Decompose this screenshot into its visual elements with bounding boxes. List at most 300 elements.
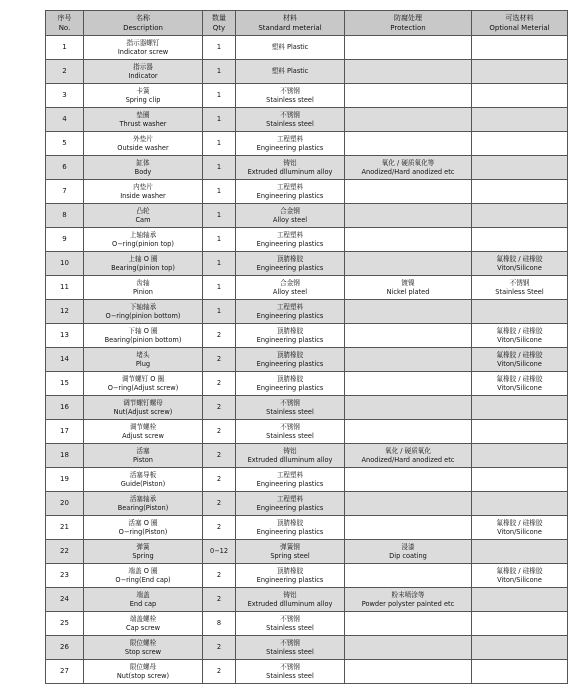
header-label-en: Qty xyxy=(212,24,226,32)
table-row xyxy=(46,36,568,60)
cell-material-text: 工程塑料 xyxy=(276,302,304,311)
cell-material-text: 合金钢 xyxy=(280,206,300,215)
cell-material-text: 工程塑料 xyxy=(276,494,304,503)
cell-material-text: Engineering plastics xyxy=(256,191,324,200)
cell-optional-material xyxy=(472,228,568,252)
cell-qty-text: 1 xyxy=(216,259,222,267)
cell-material-text: 不锈钢 xyxy=(280,662,300,671)
table-row xyxy=(46,468,568,492)
cell-optional-material xyxy=(472,588,568,612)
header-label-cn: 可选材料 xyxy=(505,14,534,22)
cell-qty xyxy=(203,324,236,348)
cell-protection xyxy=(345,420,472,444)
header-label-en: Description xyxy=(123,24,163,32)
cell-description-text: 齿轴 xyxy=(136,278,150,287)
cell-optional-material xyxy=(472,396,568,420)
cell-material-text: 顶腈橡胶 xyxy=(276,374,304,383)
cell-qty-text: 1 xyxy=(216,43,222,51)
cell-description-text: 垫圈 xyxy=(136,110,150,119)
cell-optional-material-text: 不锈钢 xyxy=(509,278,530,287)
cell-material-text: Engineering plastics xyxy=(256,239,324,248)
table-row xyxy=(46,252,568,276)
header-no xyxy=(46,11,84,36)
cell-no-text: 15 xyxy=(60,379,69,387)
cell-protection xyxy=(345,516,472,540)
cell-qty-text: 1 xyxy=(216,91,222,99)
cell-optional-material-text: 氟橡胶 / 硅橡胶 xyxy=(496,566,543,575)
cell-qty xyxy=(203,276,236,300)
table-row xyxy=(46,300,568,324)
cell-description xyxy=(84,516,203,540)
cell-no xyxy=(46,540,84,564)
table-row xyxy=(46,84,568,108)
cell-optional-material xyxy=(472,564,568,588)
cell-optional-material-text: Viton/Silicone xyxy=(497,335,542,344)
cell-description-text: 端盖螺栓 xyxy=(129,614,157,623)
cell-no xyxy=(46,396,84,420)
cell-description-text: Bearing(pinion top) xyxy=(111,263,175,272)
cell-optional-material-text: Viton/Silicone xyxy=(497,359,542,368)
header-optional-material xyxy=(472,11,568,36)
cell-material xyxy=(236,420,345,444)
cell-material-text: 不锈钢 xyxy=(280,614,300,623)
cell-no-text: 13 xyxy=(60,331,69,339)
cell-protection xyxy=(345,372,472,396)
cell-material xyxy=(236,204,345,228)
cell-protection xyxy=(345,636,472,660)
cell-description-text: O−ring(End cap) xyxy=(115,575,171,584)
cell-optional-material-text: 氟橡胶 / 硅橡胶 xyxy=(496,518,543,527)
cell-qty xyxy=(203,588,236,612)
cell-optional-material xyxy=(472,156,568,180)
cell-description-text: 上轴轴承 xyxy=(129,230,157,239)
cell-description-text: 外垫片 xyxy=(133,134,153,143)
cell-description xyxy=(84,108,203,132)
cell-description-text: Cam xyxy=(135,215,151,224)
cell-material-text: Stainless steel xyxy=(266,119,314,128)
cell-qty xyxy=(203,180,236,204)
cell-no xyxy=(46,612,84,636)
table-row xyxy=(46,396,568,420)
cell-material-text: Engineering plastics xyxy=(256,383,324,392)
cell-qty-text: 2 xyxy=(216,451,222,459)
cell-description-text: Body xyxy=(134,167,152,176)
header-label-cn: 材料 xyxy=(283,14,297,22)
cell-description-text: Thrust washer xyxy=(119,119,167,128)
cell-material-text: Alloy steel xyxy=(272,287,308,296)
cell-qty-text: 1 xyxy=(216,283,222,291)
table-body xyxy=(46,36,568,684)
cell-protection xyxy=(345,156,472,180)
cell-no-text: 8 xyxy=(62,211,67,219)
cell-no-text: 27 xyxy=(60,667,69,675)
cell-description xyxy=(84,84,203,108)
cell-material xyxy=(236,444,345,468)
cell-qty-text: 1 xyxy=(216,163,222,171)
cell-description-text: Spring xyxy=(132,551,154,560)
cell-no-text: 20 xyxy=(60,499,69,507)
cell-material xyxy=(236,36,345,60)
cell-optional-material xyxy=(472,252,568,276)
header-label-en: No. xyxy=(58,24,71,32)
cell-optional-material xyxy=(472,108,568,132)
cell-qty xyxy=(203,108,236,132)
cell-description-text: Inside washer xyxy=(120,191,166,200)
cell-qty xyxy=(203,564,236,588)
cell-description-text: Indicator screw xyxy=(117,47,169,56)
cell-protection-text: 氧化 / 硬质氧化 xyxy=(385,446,431,455)
cell-material xyxy=(236,180,345,204)
cell-no-text: 24 xyxy=(60,595,69,603)
cell-material-text: Extruded dlluminum alloy xyxy=(247,167,333,176)
cell-description xyxy=(84,396,203,420)
cell-description-text: 指示器 xyxy=(133,62,153,71)
cell-no-text: 25 xyxy=(60,619,69,627)
cell-protection xyxy=(345,660,472,684)
cell-material xyxy=(236,636,345,660)
cell-optional-material xyxy=(472,516,568,540)
cell-qty-text: 2 xyxy=(216,331,222,339)
cell-material-text: 铸铝 xyxy=(283,446,297,455)
cell-no xyxy=(46,228,84,252)
cell-optional-material xyxy=(472,276,568,300)
cell-description xyxy=(84,180,203,204)
cell-material-text: 工程塑料 xyxy=(276,182,304,191)
cell-no xyxy=(46,276,84,300)
cell-material-text: 工程塑料 xyxy=(276,470,304,479)
cell-description-text: Outside washer xyxy=(117,143,169,152)
cell-optional-material xyxy=(472,348,568,372)
cell-optional-material-text: 氟橡胶 / 硅橡胶 xyxy=(496,374,543,383)
cell-description xyxy=(84,276,203,300)
cell-qty-text: 2 xyxy=(216,523,222,531)
cell-protection-text: Anodized/Hard anodized etc xyxy=(361,167,455,176)
cell-qty-text: 1 xyxy=(216,139,222,147)
cell-qty-text: 1 xyxy=(216,115,222,123)
cell-protection xyxy=(345,540,472,564)
cell-protection-text: Anodized/Hard anodized etc xyxy=(361,455,455,464)
cell-material-text: 塑料 Plastic xyxy=(271,67,309,75)
cell-description-text: Cap screw xyxy=(125,623,160,632)
cell-protection-text: 氧化 / 硬质氧化等 xyxy=(381,158,435,167)
cell-description-text: 内垫片 xyxy=(133,182,153,191)
cell-qty-text: 1 xyxy=(216,67,222,75)
header-label-cn: 防腐处理 xyxy=(394,14,422,22)
cell-material xyxy=(236,60,345,84)
header-label-cn: 序号 xyxy=(57,14,72,22)
table-row xyxy=(46,588,568,612)
cell-material-text: 铸铝 xyxy=(283,590,297,599)
cell-no-text: 26 xyxy=(60,643,69,651)
cell-material-text: 不锈钢 xyxy=(280,638,300,647)
cell-no-text: 14 xyxy=(60,355,69,363)
cell-description-text: 弹簧 xyxy=(136,542,150,551)
cell-qty xyxy=(203,300,236,324)
table-row xyxy=(46,372,568,396)
cell-material xyxy=(236,564,345,588)
cell-material xyxy=(236,588,345,612)
cell-material xyxy=(236,348,345,372)
cell-description xyxy=(84,564,203,588)
cell-qty-text: 2 xyxy=(216,355,222,363)
table-row xyxy=(46,540,568,564)
cell-description-text: O−ring(pinion top) xyxy=(112,239,174,248)
cell-description xyxy=(84,252,203,276)
header-label-en: Standard meterial xyxy=(258,24,322,32)
cell-protection xyxy=(345,468,472,492)
cell-qty xyxy=(203,228,236,252)
table-row xyxy=(46,348,568,372)
cell-material-text: 工程塑料 xyxy=(276,230,304,239)
cell-qty-text: 2 xyxy=(216,403,222,411)
cell-no-text: 12 xyxy=(60,307,69,315)
cell-no xyxy=(46,444,84,468)
cell-qty xyxy=(203,372,236,396)
table-row xyxy=(46,612,568,636)
cell-material-text: Stainless steel xyxy=(266,407,314,416)
cell-optional-material-text: Viton/Silicone xyxy=(497,527,542,536)
table-header-row xyxy=(46,11,568,36)
cell-qty-text: 2 xyxy=(216,475,222,483)
cell-description xyxy=(84,588,203,612)
cell-material-text: 不锈钢 xyxy=(280,422,300,431)
cell-protection xyxy=(345,36,472,60)
cell-description-text: 调节螺钉螺母 xyxy=(123,398,163,407)
cell-material-text: Engineering plastics xyxy=(256,311,324,320)
cell-qty xyxy=(203,36,236,60)
cell-qty xyxy=(203,612,236,636)
cell-no xyxy=(46,468,84,492)
header-protection xyxy=(345,11,472,36)
cell-no-text: 21 xyxy=(60,523,69,531)
cell-description-text: 限位螺母 xyxy=(129,662,157,671)
cell-material xyxy=(236,540,345,564)
cell-material xyxy=(236,492,345,516)
cell-description xyxy=(84,300,203,324)
cell-protection-text: Dip coating xyxy=(389,551,427,560)
cell-description-text: Nut(stop screw) xyxy=(116,671,170,680)
cell-description-text: 堵头 xyxy=(136,350,150,359)
header-label-en: Protection xyxy=(390,24,426,32)
cell-description-text: Indicator xyxy=(128,71,158,80)
cell-protection xyxy=(345,252,472,276)
cell-qty-text: 2 xyxy=(216,595,222,603)
header-qty xyxy=(203,11,236,36)
table-row xyxy=(46,180,568,204)
cell-material-text: Engineering plastics xyxy=(256,575,324,584)
cell-no xyxy=(46,516,84,540)
cell-description-text: 上轴 O 圈 xyxy=(128,254,158,263)
cell-qty xyxy=(203,636,236,660)
cell-protection xyxy=(345,396,472,420)
cell-description-text: Nut(Adjust screw) xyxy=(113,407,173,416)
header-label-en: Optional Meterial xyxy=(489,24,550,32)
cell-description xyxy=(84,132,203,156)
cell-material xyxy=(236,396,345,420)
cell-material-text: 塑料 Plastic xyxy=(271,43,309,51)
cell-protection-text: Powder polyster painted etc xyxy=(361,599,455,608)
table-row xyxy=(46,132,568,156)
cell-qty-text: 2 xyxy=(216,667,222,675)
cell-no-text: 9 xyxy=(62,235,67,243)
cell-optional-material-text: 氟橡胶 / 硅橡胶 xyxy=(496,254,543,263)
cell-optional-material xyxy=(472,660,568,684)
header-description xyxy=(84,11,203,36)
cell-no xyxy=(46,660,84,684)
cell-description-text: O−ring(pinion bottom) xyxy=(105,311,181,320)
cell-qty xyxy=(203,540,236,564)
cell-optional-material xyxy=(472,420,568,444)
cell-qty-text: 1 xyxy=(216,211,222,219)
cell-description-text: Pinion xyxy=(133,287,153,296)
cell-optional-material xyxy=(472,180,568,204)
cell-description-text: Plug xyxy=(135,359,151,368)
cell-material xyxy=(236,372,345,396)
cell-protection xyxy=(345,84,472,108)
table-row xyxy=(46,492,568,516)
cell-optional-material xyxy=(472,36,568,60)
cell-description-text: End cap xyxy=(129,599,157,608)
table-row xyxy=(46,660,568,684)
header-label-cn: 名称 xyxy=(136,14,150,22)
cell-description xyxy=(84,324,203,348)
cell-no-text: 5 xyxy=(62,139,67,147)
cell-no-text: 4 xyxy=(62,115,67,123)
cell-description-text: O−ring(Adjust screw) xyxy=(107,383,179,392)
cell-qty-text: 1 xyxy=(216,235,222,243)
cell-no xyxy=(46,372,84,396)
cell-protection xyxy=(345,204,472,228)
cell-material-text: Engineering plastics xyxy=(256,359,324,368)
cell-optional-material xyxy=(472,60,568,84)
cell-qty-text: 2 xyxy=(216,643,222,651)
cell-no-text: 10 xyxy=(60,259,69,267)
table-row xyxy=(46,108,568,132)
cell-description-text: Guide(Piston) xyxy=(120,479,166,488)
cell-material-text: Engineering plastics xyxy=(256,503,324,512)
cell-description xyxy=(84,420,203,444)
header-label-cn: 数量 xyxy=(212,14,226,22)
cell-optional-material xyxy=(472,444,568,468)
cell-optional-material xyxy=(472,492,568,516)
cell-description xyxy=(84,348,203,372)
cell-optional-material xyxy=(472,84,568,108)
cell-material xyxy=(236,156,345,180)
table-row xyxy=(46,564,568,588)
cell-qty xyxy=(203,84,236,108)
cell-no-text: 11 xyxy=(60,283,69,291)
cell-material-text: Stainless steel xyxy=(266,647,314,656)
cell-qty xyxy=(203,204,236,228)
cell-description-text: 调节螺钉 O 圈 xyxy=(121,374,165,383)
cell-description-text: 活塞导板 xyxy=(129,470,157,479)
cell-material xyxy=(236,612,345,636)
cell-material xyxy=(236,300,345,324)
cell-description-text: Spring clip xyxy=(125,95,161,104)
cell-no xyxy=(46,36,84,60)
cell-material-text: Stainless steel xyxy=(266,623,314,632)
cell-protection xyxy=(345,228,472,252)
cell-qty xyxy=(203,156,236,180)
cell-qty xyxy=(203,516,236,540)
cell-description xyxy=(84,492,203,516)
cell-qty xyxy=(203,396,236,420)
cell-description-text: 凸轮 xyxy=(136,206,150,215)
cell-description xyxy=(84,660,203,684)
cell-qty xyxy=(203,60,236,84)
cell-description xyxy=(84,228,203,252)
cell-qty-text: 2 xyxy=(216,427,222,435)
cell-qty-text: 2 xyxy=(216,571,222,579)
cell-description xyxy=(84,204,203,228)
cell-protection xyxy=(345,132,472,156)
cell-no xyxy=(46,180,84,204)
cell-material-text: Engineering plastics xyxy=(256,527,324,536)
cell-no xyxy=(46,492,84,516)
cell-description-text: 下轴轴承 xyxy=(129,302,157,311)
table-row xyxy=(46,420,568,444)
cell-protection xyxy=(345,564,472,588)
cell-no xyxy=(46,300,84,324)
table-row xyxy=(46,636,568,660)
cell-protection xyxy=(345,300,472,324)
cell-optional-material xyxy=(472,132,568,156)
cell-description-text: Stop screw xyxy=(124,647,162,656)
cell-material-text: 铸铝 xyxy=(283,158,297,167)
cell-material xyxy=(236,252,345,276)
cell-protection xyxy=(345,492,472,516)
cell-material xyxy=(236,516,345,540)
cell-description-text: 下轴 O 圈 xyxy=(128,326,158,335)
cell-material-text: Engineering plastics xyxy=(256,335,324,344)
cell-description-text: 缸体 xyxy=(136,158,150,167)
cell-description-text: Bearing(pinion bottom) xyxy=(104,335,182,344)
cell-material-text: 弹簧钢 xyxy=(280,542,300,551)
cell-qty-text: 1 xyxy=(216,187,222,195)
cell-description-text: Piston xyxy=(133,455,153,464)
table-row xyxy=(46,444,568,468)
cell-description-text: 活塞 xyxy=(136,446,150,455)
cell-description xyxy=(84,156,203,180)
header-material xyxy=(236,11,345,36)
cell-material-text: 工程塑料 xyxy=(276,134,304,143)
cell-material-text: 合金钢 xyxy=(280,278,300,287)
cell-no xyxy=(46,420,84,444)
cell-qty-text: 2 xyxy=(216,379,222,387)
cell-qty xyxy=(203,348,236,372)
cell-no-text: 22 xyxy=(60,547,69,555)
cell-no xyxy=(46,588,84,612)
table-row xyxy=(46,204,568,228)
cell-protection xyxy=(345,348,472,372)
cell-no xyxy=(46,348,84,372)
cell-optional-material-text: 氟橡胶 / 硅橡胶 xyxy=(496,350,543,359)
cell-protection-text: Nickel plated xyxy=(386,287,430,296)
cell-no-text: 7 xyxy=(62,187,67,195)
cell-protection-text: 镀镍 xyxy=(401,278,415,287)
cell-protection xyxy=(345,612,472,636)
parts-table-container xyxy=(45,10,568,684)
cell-optional-material xyxy=(472,636,568,660)
cell-protection xyxy=(345,60,472,84)
cell-no xyxy=(46,108,84,132)
cell-protection xyxy=(345,276,472,300)
cell-description-text: 指示器螺钉 xyxy=(126,38,160,47)
cell-optional-material-text: Viton/Silicone xyxy=(497,383,542,392)
cell-material xyxy=(236,108,345,132)
table-row xyxy=(46,324,568,348)
cell-qty xyxy=(203,420,236,444)
